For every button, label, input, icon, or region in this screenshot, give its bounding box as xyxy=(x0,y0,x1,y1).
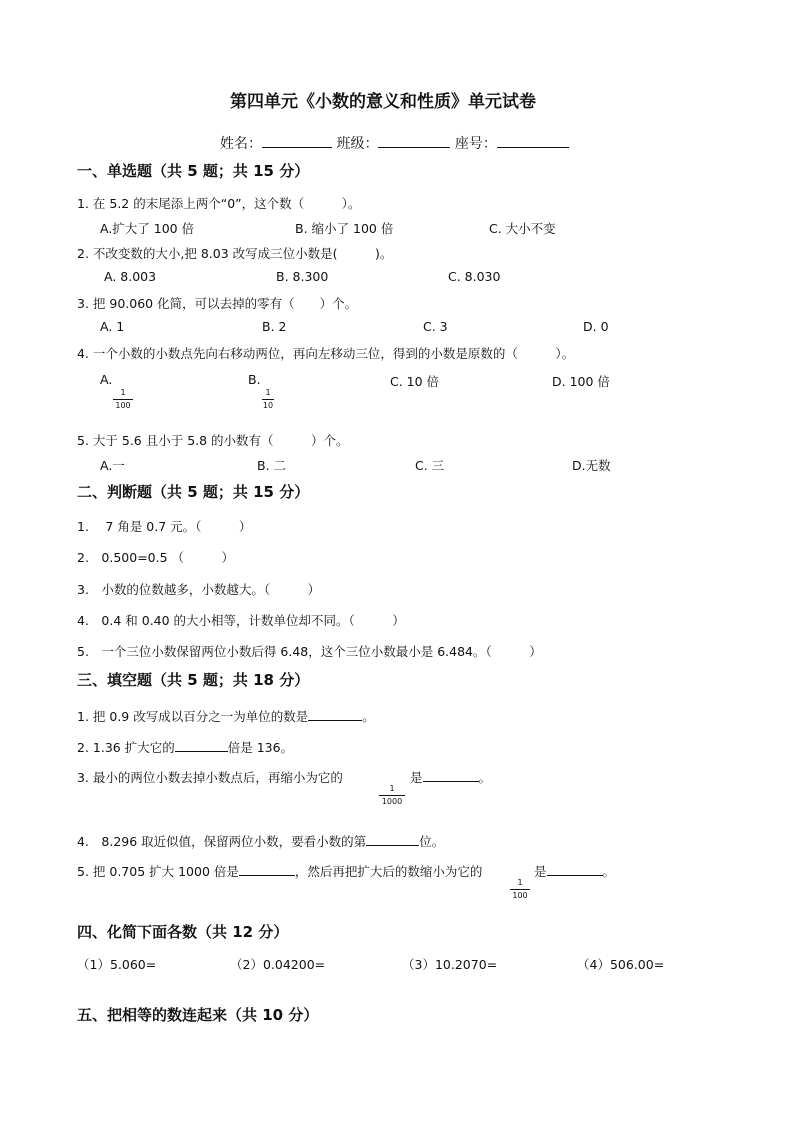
s1-q4-option-d[interactable]: D. 100 倍 xyxy=(552,374,610,389)
s3-q5-end: 。 xyxy=(602,864,616,879)
s3-q2-text: 2. 1.36 扩大它的 xyxy=(77,740,175,755)
s2-q3: 3. 小数的位数越多，小数越大。（ ） xyxy=(77,582,321,597)
class-blank[interactable] xyxy=(378,135,450,148)
s3-q1-text: 1. 把 0.9 改写成以百分之一为单位的数是 xyxy=(77,709,309,724)
s1-q4-option-a-fraction xyxy=(113,388,133,411)
s1-q5-option-c[interactable]: C. 三 xyxy=(415,458,445,473)
s3-q3-end: 。 xyxy=(478,770,492,785)
s1-q5: 5. 大于 5.6 且小于 5.8 的小数有（ ）个。 xyxy=(77,433,349,448)
s1-q5-option-b[interactable]: B. 二 xyxy=(257,458,287,473)
s3-q1-blank[interactable] xyxy=(308,708,362,721)
s3-q3-fraction xyxy=(379,784,405,807)
s1-q5-option-a[interactable]: A.一 xyxy=(100,458,125,473)
s3-q5-is: 是 xyxy=(534,864,547,879)
s1-q4: 4. 一个小数的小数点先向右移动两位，再向左移动三位，得到的小数是原数的（ ）。 xyxy=(77,346,575,361)
s3-q4-text: 4. 8.296 取近似值，保留两位小数，要看小数的第 xyxy=(77,834,367,849)
s3-q5-tail xyxy=(534,862,615,880)
fraction-numerator: 1 xyxy=(517,878,523,887)
s1-q3-option-b[interactable]: B. 2 xyxy=(262,319,287,334)
fraction-denominator: 1000 xyxy=(381,797,403,806)
s2-q1: 1. 7 角是 0.7 元。（ ） xyxy=(77,519,252,534)
s1-q1-option-c[interactable]: C. 大小不变 xyxy=(489,221,556,236)
section-1-heading: 一、单选题（共 5 题；共 15 分） xyxy=(77,162,310,180)
s1-q2-option-c[interactable]: C. 8.030 xyxy=(448,269,501,284)
s1-q2-option-b[interactable]: B. 8.300 xyxy=(276,269,329,284)
page-title: 第四单元《小数的意义和性质》单元试卷 xyxy=(230,92,536,112)
s2-q4: 4. 0.4 和 0.40 的大小相等，计数单位却不同。（ ） xyxy=(77,613,405,628)
name-blank[interactable] xyxy=(262,135,332,148)
s3-q1 xyxy=(77,707,375,725)
fraction-bar xyxy=(113,399,133,400)
fraction-numerator: 1 xyxy=(120,388,126,397)
s3-q3-blank[interactable] xyxy=(423,769,479,782)
s1-q1: 1. 在 5.2 的末尾添上两个“0”，这个数（ ）。 xyxy=(77,196,361,211)
s1-q3-option-d[interactable]: D. 0 xyxy=(583,319,609,334)
s3-q3 xyxy=(77,768,343,786)
s3-q5-blank-1[interactable] xyxy=(239,863,295,876)
s3-q5-text: 5. 把 0.705 扩大 1000 倍是 xyxy=(77,864,239,879)
s1-q5-option-d[interactable]: D.无数 xyxy=(572,458,611,473)
s1-q1-option-b[interactable]: B. 缩小了 100 倍 xyxy=(295,221,394,236)
fraction-denominator: 100 xyxy=(115,401,131,410)
fraction-bar xyxy=(510,889,530,890)
s4-item-4: （4）506.00= xyxy=(577,957,665,972)
fraction-numerator: 1 xyxy=(389,784,395,793)
s1-q3: 3. 把 90.060 化简，可以去掉的零有（ ）个。 xyxy=(77,296,358,311)
seat-label: 座号： xyxy=(454,136,497,152)
s3-q2-end: 倍是 136。 xyxy=(227,740,294,755)
s3-q2-blank[interactable] xyxy=(175,739,228,752)
fraction-bar xyxy=(379,795,405,796)
s3-q3-text: 3. 最小的两位小数去掉小数点后，再缩小为它的 xyxy=(77,770,343,785)
name-label: 姓名： xyxy=(220,136,262,152)
s4-item-1: （1）5.060= xyxy=(77,957,157,972)
s3-q5-mid: ，然后再把扩大后的数缩小为它的 xyxy=(294,864,483,879)
s4-item-3: （3）10.2070= xyxy=(402,957,498,972)
s3-q3-is: 是 xyxy=(410,770,423,785)
s1-q4-option-b[interactable]: B. xyxy=(248,372,261,387)
s2-q5: 5. 一个三位小数保留两位小数后得 6.48，这个三位小数最小是 6.484。（ ） xyxy=(77,644,542,659)
student-info xyxy=(220,133,569,153)
s3-q5 xyxy=(77,862,482,880)
s3-q5-fraction xyxy=(510,878,530,901)
s3-q4-end: 位。 xyxy=(419,834,445,849)
s1-q2-option-a[interactable]: A. 8.003 xyxy=(104,269,157,284)
fraction-bar xyxy=(262,399,274,400)
s1-q1-option-a[interactable]: A.扩大了 100 倍 xyxy=(100,221,195,236)
s3-q1-end: 。 xyxy=(362,709,375,724)
s4-item-2: （2）0.04200= xyxy=(230,957,326,972)
s1-q4-option-a[interactable]: A. xyxy=(100,372,113,387)
s3-q4 xyxy=(77,832,444,850)
seat-blank[interactable] xyxy=(497,135,569,148)
fraction-numerator: 1 xyxy=(265,388,271,397)
s1-q3-option-c[interactable]: C. 3 xyxy=(423,319,448,334)
s1-q3-option-a[interactable]: A. 1 xyxy=(100,319,125,334)
s3-q5-blank-2[interactable] xyxy=(547,863,603,876)
s1-q2: 2. 不改变数的大小,把 8.03 改写成三位小数是( )。 xyxy=(77,246,393,261)
section-3-heading: 三、填空题（共 5 题；共 18 分） xyxy=(77,671,310,689)
s3-q2 xyxy=(77,738,293,756)
fraction-denominator: 100 xyxy=(512,891,528,900)
s3-q3-tail xyxy=(410,768,491,786)
section-5-heading: 五、把相等的数连起来（共 10 分） xyxy=(77,1006,319,1024)
section-4-heading: 四、化简下面各数（共 12 分） xyxy=(77,923,289,941)
s3-q4-blank[interactable] xyxy=(366,833,419,846)
s1-q4-option-c[interactable]: C. 10 倍 xyxy=(390,374,440,389)
s1-q4-option-b-fraction xyxy=(262,388,274,411)
class-label: 班级： xyxy=(336,136,379,152)
s2-q2: 2. 0.500=0.5 （ ） xyxy=(77,550,235,565)
section-2-heading: 二、判断题（共 5 题；共 15 分） xyxy=(77,483,310,501)
fraction-denominator: 10 xyxy=(262,401,274,410)
